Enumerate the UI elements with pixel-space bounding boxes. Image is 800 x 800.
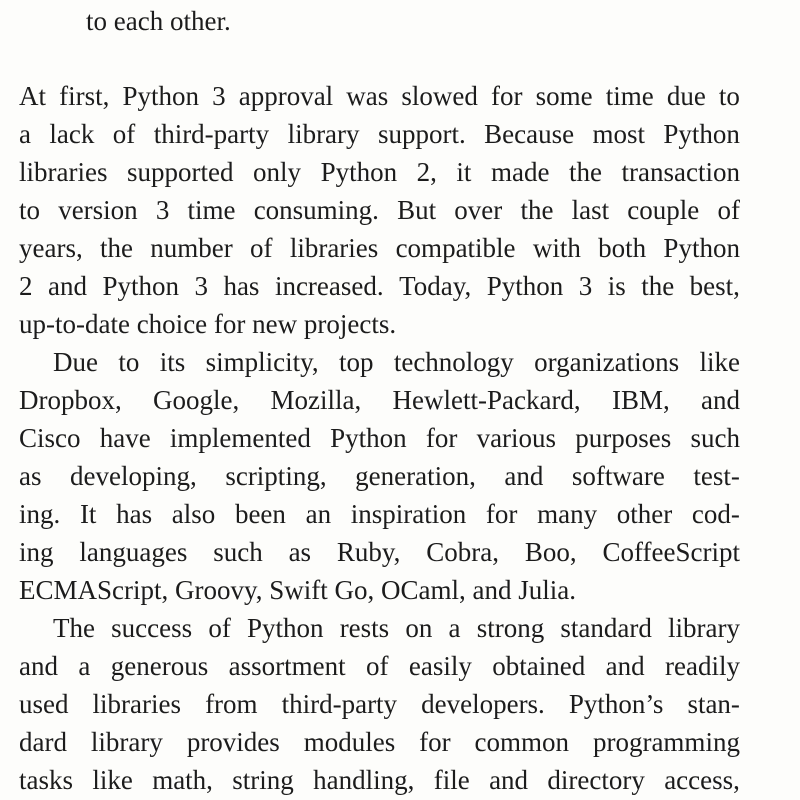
word: has xyxy=(223,271,260,301)
word: Python xyxy=(320,157,398,187)
word: made xyxy=(490,157,550,187)
word: many xyxy=(537,499,598,529)
word: obtained xyxy=(492,651,586,681)
text-line xyxy=(19,495,740,533)
word: supported xyxy=(127,157,234,187)
word: library xyxy=(90,727,163,757)
word: readily xyxy=(665,651,740,681)
word: first, xyxy=(59,81,110,111)
text-line xyxy=(19,115,740,153)
text-line xyxy=(19,761,740,799)
word: 3 xyxy=(578,271,593,301)
word: generation, xyxy=(355,461,476,491)
word: software xyxy=(571,461,665,491)
word: over xyxy=(454,195,503,225)
word: languages xyxy=(79,537,188,567)
word: of xyxy=(208,613,231,643)
word: library xyxy=(287,119,360,149)
word: to xyxy=(118,347,140,377)
word: top xyxy=(338,347,374,377)
word: of xyxy=(717,195,740,225)
word: most xyxy=(592,119,645,149)
text-line xyxy=(53,343,740,381)
word: from xyxy=(205,689,258,719)
word: Python xyxy=(246,613,324,643)
word: and xyxy=(504,461,544,491)
word: The xyxy=(53,613,95,643)
word: approval xyxy=(238,81,334,111)
word: the xyxy=(520,195,554,225)
word: version xyxy=(58,195,138,225)
word: for xyxy=(485,499,518,529)
word: best, xyxy=(689,271,740,301)
text-line xyxy=(19,533,740,571)
word: for xyxy=(419,727,451,757)
word: the xyxy=(641,271,675,301)
word: Boo, xyxy=(524,537,577,567)
word: standard xyxy=(560,613,652,643)
text-line: ECMAScript, Groovy, Swift Go, OCaml, and Julia. xyxy=(19,575,576,605)
word: string xyxy=(232,765,294,795)
word: Hewlett-Packard, xyxy=(392,385,581,415)
word: only xyxy=(253,157,302,187)
word: for xyxy=(491,81,523,111)
word: Python xyxy=(663,119,740,149)
word: and xyxy=(489,765,529,795)
word: 3 xyxy=(155,195,170,225)
word: success xyxy=(111,613,193,643)
word: 2, xyxy=(416,157,437,187)
text-line: up-to-date choice for new projects. xyxy=(19,309,397,339)
word: organizations xyxy=(534,347,680,377)
text-line xyxy=(19,419,740,457)
word: strong xyxy=(476,613,545,643)
word: dard xyxy=(19,727,67,757)
word: slowed xyxy=(401,81,478,111)
word: to xyxy=(718,81,740,111)
word: other xyxy=(616,499,673,529)
word: is xyxy=(607,271,626,301)
word: developers. xyxy=(421,689,545,719)
word: Mozilla, xyxy=(270,385,362,415)
word: third-party xyxy=(281,689,398,719)
word: of xyxy=(250,233,273,263)
word: time xyxy=(187,195,236,225)
word: easily xyxy=(408,651,472,681)
word: some xyxy=(535,81,593,111)
word: rests xyxy=(339,613,390,643)
word: test- xyxy=(693,461,740,491)
word: assortment xyxy=(228,651,346,681)
word: lack xyxy=(49,119,95,149)
word: number xyxy=(150,233,233,263)
word: CoffeeScript xyxy=(602,537,740,567)
word: IBM, xyxy=(611,385,670,415)
word: Today, xyxy=(399,271,472,301)
word: couple xyxy=(627,195,700,225)
word: last xyxy=(571,195,610,225)
word: an xyxy=(305,499,332,529)
word: scripting, xyxy=(225,461,327,491)
word: to xyxy=(19,195,41,225)
word: 3 xyxy=(194,271,208,301)
word: with xyxy=(532,233,581,263)
word: various xyxy=(476,423,557,453)
word: third-party xyxy=(153,119,270,149)
text-line xyxy=(19,723,740,761)
word: been xyxy=(234,499,286,529)
word: Python xyxy=(330,423,407,453)
word: math, xyxy=(152,765,213,795)
text-line xyxy=(19,229,740,267)
word: of xyxy=(365,651,389,681)
word: Ruby, xyxy=(336,537,401,567)
text-line xyxy=(19,647,740,685)
word: handling, xyxy=(313,765,415,795)
text-line xyxy=(19,153,740,191)
word: technology xyxy=(393,347,514,377)
word: provides xyxy=(186,727,280,757)
word: file xyxy=(433,765,470,795)
word: Cobra, xyxy=(426,537,500,567)
text-line xyxy=(19,685,740,723)
text-line xyxy=(19,457,740,495)
word: like xyxy=(699,347,740,377)
word: simplicity, xyxy=(205,347,319,377)
word: 3 xyxy=(212,81,226,111)
word: support. xyxy=(377,119,466,149)
word: transaction xyxy=(621,157,740,187)
word: Dropbox, xyxy=(19,385,122,415)
word: directory xyxy=(547,765,645,795)
word: have xyxy=(99,423,151,453)
word: of xyxy=(112,119,136,149)
word: Python xyxy=(663,233,740,263)
word: implemented xyxy=(169,423,311,453)
word: the xyxy=(100,233,133,263)
word: years, xyxy=(19,233,83,263)
word: Python xyxy=(486,271,564,301)
word: ing. xyxy=(19,499,61,529)
word: 2 xyxy=(19,271,33,301)
text-line xyxy=(19,191,740,229)
word: and xyxy=(605,651,645,681)
word: common xyxy=(474,727,570,757)
word: was xyxy=(346,81,389,111)
word: its xyxy=(159,347,186,377)
word: a xyxy=(448,613,461,643)
word: But xyxy=(397,195,437,225)
word: Cisco xyxy=(19,423,81,453)
word: due xyxy=(666,81,706,111)
word: consuming. xyxy=(253,195,379,225)
word: Google, xyxy=(153,385,240,415)
word: access, xyxy=(664,765,740,795)
word: both xyxy=(598,233,647,263)
word: it xyxy=(456,157,472,187)
word: time xyxy=(605,81,654,111)
word: a xyxy=(78,651,91,681)
word: Python’s xyxy=(568,689,664,719)
word: and xyxy=(19,651,58,681)
word: the xyxy=(568,157,602,187)
word: such xyxy=(213,537,263,567)
word: used xyxy=(19,689,69,719)
word: developing, xyxy=(70,461,197,491)
word: cod- xyxy=(691,499,740,529)
word: tasks xyxy=(19,765,73,795)
word: It xyxy=(79,499,97,529)
word: Due xyxy=(53,347,98,377)
text-line xyxy=(19,77,740,115)
word: Because xyxy=(484,119,575,149)
word: a xyxy=(19,119,31,149)
word: libraries xyxy=(19,157,108,187)
text-line xyxy=(19,381,740,419)
word: increased. xyxy=(274,271,384,301)
word: Python xyxy=(102,271,179,301)
word: like xyxy=(92,765,133,795)
word: on xyxy=(405,613,433,643)
word: for xyxy=(425,423,458,453)
word: and xyxy=(700,385,740,415)
text-line xyxy=(19,267,740,305)
text-line xyxy=(53,609,740,647)
word: as xyxy=(288,537,312,567)
text-line: to each other. xyxy=(86,6,231,36)
word: generous xyxy=(110,651,209,681)
word: programming xyxy=(592,727,740,757)
word: as xyxy=(19,461,42,491)
word: compatible xyxy=(395,233,516,263)
word: inspiration xyxy=(350,499,467,529)
word: libraries xyxy=(289,233,379,263)
word: also xyxy=(171,499,216,529)
word: ing xyxy=(19,537,54,567)
word: purposes xyxy=(575,423,672,453)
word: modules xyxy=(303,727,396,757)
word: has xyxy=(116,499,153,529)
word: library xyxy=(668,613,740,643)
word: and xyxy=(47,271,87,301)
word: libraries xyxy=(92,689,182,719)
word: such xyxy=(690,423,740,453)
word: stan- xyxy=(687,689,740,719)
word: Python xyxy=(122,81,199,111)
word: At xyxy=(19,81,46,111)
